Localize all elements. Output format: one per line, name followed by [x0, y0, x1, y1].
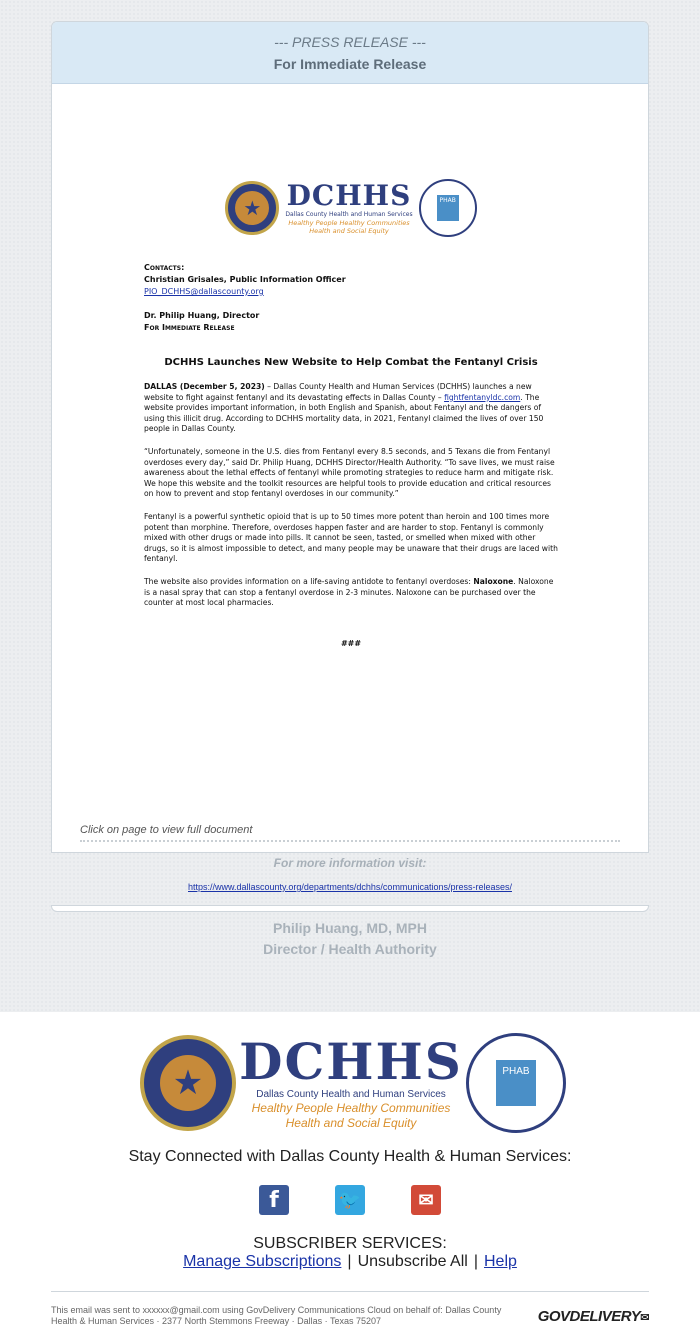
footer-brand-name: DCHHS: [239, 1031, 463, 1091]
paragraph-4-b: . Naloxone is a nasal spray that can stop a fentanyl overdose in 2-3 minutes. Naloxone can be purchased over the counter at most local pharmacies.: [144, 576, 554, 608]
director-block: [144, 310, 558, 334]
email-disclaimer: This email was sent to xxxxxx@gmail.com using GovDelivery Communications Cloud on behalf of: Dallas County Health & Human Services · 2377 North Stemmons Freeway · Dallas · Texas 75207: [51, 1305, 502, 1326]
paragraph-1: [144, 382, 558, 435]
contact-email-link[interactable]: PIO_DCHHS@dallascounty.org: [144, 287, 264, 296]
paragraph-2: “Unfortunately, someone in the U.S. dies from Fentanyl every 8.5 seconds, and 5 Texans die from Fentanyl overdoses every day,” said Dr. Philip Huang, DCHHS Director/Health Authority. “To save lives, we must raise awareness about the lethal effects of fentanyl while promoting strategies to reduce harm and mitigate risk. We hope this website and the toolkit resources are helpful tools to provide education and critical resources on how to prevent and stop fentanyl overdoses in our community.”: [144, 446, 555, 499]
press-releases-link[interactable]: https://www.dallascounty.org/departments/dchhs/communications/press-releases/: [188, 882, 512, 892]
footer-brand-tagline-1: Healthy People Healthy Communities: [251, 1100, 451, 1115]
paragraph-1-b: . The website provides important information, in both English and Spanish, about Fentanyl and the dangers of using this illicit drug. According to DCHHS mortality data, in 2021, Fentanyl claimed the lives of over 150 people in Dallas County.: [144, 392, 544, 434]
naloxone-bold: Naloxone: [473, 576, 514, 586]
press-release-document[interactable]: [144, 176, 558, 648]
document-logo: [144, 176, 558, 240]
brand-name: DCHHS: [286, 179, 412, 212]
subscriber-links: Manage Subscriptions | Unsubscribe All | Help: [183, 1253, 517, 1270]
dallas-county-seal-icon: ★: [140, 1035, 236, 1131]
footer-divider: [51, 1291, 649, 1292]
envelope-icon: ✉: [640, 1312, 649, 1324]
unsubscribe-all-link[interactable]: Unsubscribe All: [357, 1253, 468, 1270]
dateline: DALLAS (December 5, 2023): [144, 382, 265, 391]
card-bottom-bar: [51, 905, 649, 912]
more-info-link-wrap: [0, 882, 700, 892]
email-icon[interactable]: ✉: [411, 1185, 441, 1215]
social-links: [0, 1185, 700, 1215]
dallas-county-seal-icon: ★: [225, 181, 279, 235]
click-note: Click on page to view full document: [80, 824, 253, 836]
govdelivery-logo[interactable]: [538, 1308, 649, 1325]
more-info-label: For more information visit:: [273, 856, 427, 870]
phab-accreditation-icon: PHAB: [466, 1033, 566, 1133]
director-name: Dr. Philip Huang, Director: [144, 311, 260, 320]
fightfentanyl-link[interactable]: fightfentanyldc.com: [444, 392, 521, 402]
contact-name: Christian Grisales, Public Information Officer: [144, 275, 346, 284]
facebook-icon[interactable]: f: [259, 1185, 289, 1215]
press-release-kicker: --- PRESS RELEASE ---: [274, 34, 426, 50]
paragraph-3: Fentanyl is a powerful synthetic opioid that is up to 50 times more potent than heroin and 100 times more potent than morphine. Therefore, overdoses happen faster and are harder to stop. Fentanyl is commonly mixed with other drugs or made into pills. It cannot be seen, tasted, or smelled when mixed with other drugs, so it is almost impossible to detect, and many people may be unaware that their drugs are laced with fentanyl.: [144, 511, 558, 564]
phab-accreditation-icon: PHAB: [419, 179, 477, 237]
contacts-label: Contacts:: [144, 263, 185, 272]
press-release-header: [52, 22, 648, 84]
footer-logo: [140, 1026, 566, 1140]
help-link[interactable]: Help: [484, 1253, 517, 1270]
manage-subscriptions-link[interactable]: Manage Subscriptions: [183, 1253, 342, 1270]
brand-tagline-1: Healthy People Healthy Communities: [288, 219, 410, 227]
contacts-block: [144, 262, 558, 298]
paragraph-1-a: – Dallas County Health and Human Services (DCHHS) launches a new website to fight against fentanyl and its devastating effects in Dallas County –: [144, 382, 532, 402]
subscriber-services-heading: SUBSCRIBER SERVICES:: [253, 1235, 447, 1252]
paragraph-4-a: The website also provides information on a life-saving antidote to fentanyl overdoses:: [144, 576, 474, 586]
brand-full-name: Dallas County Health and Human Services: [285, 211, 413, 218]
email-footer: [0, 1012, 700, 1334]
paragraph-4: [144, 577, 558, 609]
release-label: For Immediate Release: [144, 323, 235, 332]
document-title: DCHHS Launches New Website to Help Combat the Fentanyl Crisis: [164, 357, 538, 368]
govdelivery-wordmark: GOVDELIVERY: [537, 1308, 641, 1325]
dotted-divider: [80, 840, 620, 842]
footer-brand-full-name: Dallas County Health and Human Services: [256, 1088, 446, 1100]
footer-brand-tagline-2: Health and Social Equity: [285, 1115, 417, 1130]
signature-title: Director / Health Authority: [263, 941, 437, 957]
twitter-icon[interactable]: 🐦: [335, 1185, 365, 1215]
release-subtitle: For Immediate Release: [273, 56, 427, 72]
brand-tagline-2: Health and Social Equity: [309, 227, 389, 235]
press-release-card: [51, 21, 649, 853]
end-mark: ###: [340, 638, 362, 648]
stay-connected-text: Stay Connected with Dallas County Health & Human Services:: [128, 1148, 572, 1165]
signature-name: Philip Huang, MD, MPH: [273, 920, 427, 936]
